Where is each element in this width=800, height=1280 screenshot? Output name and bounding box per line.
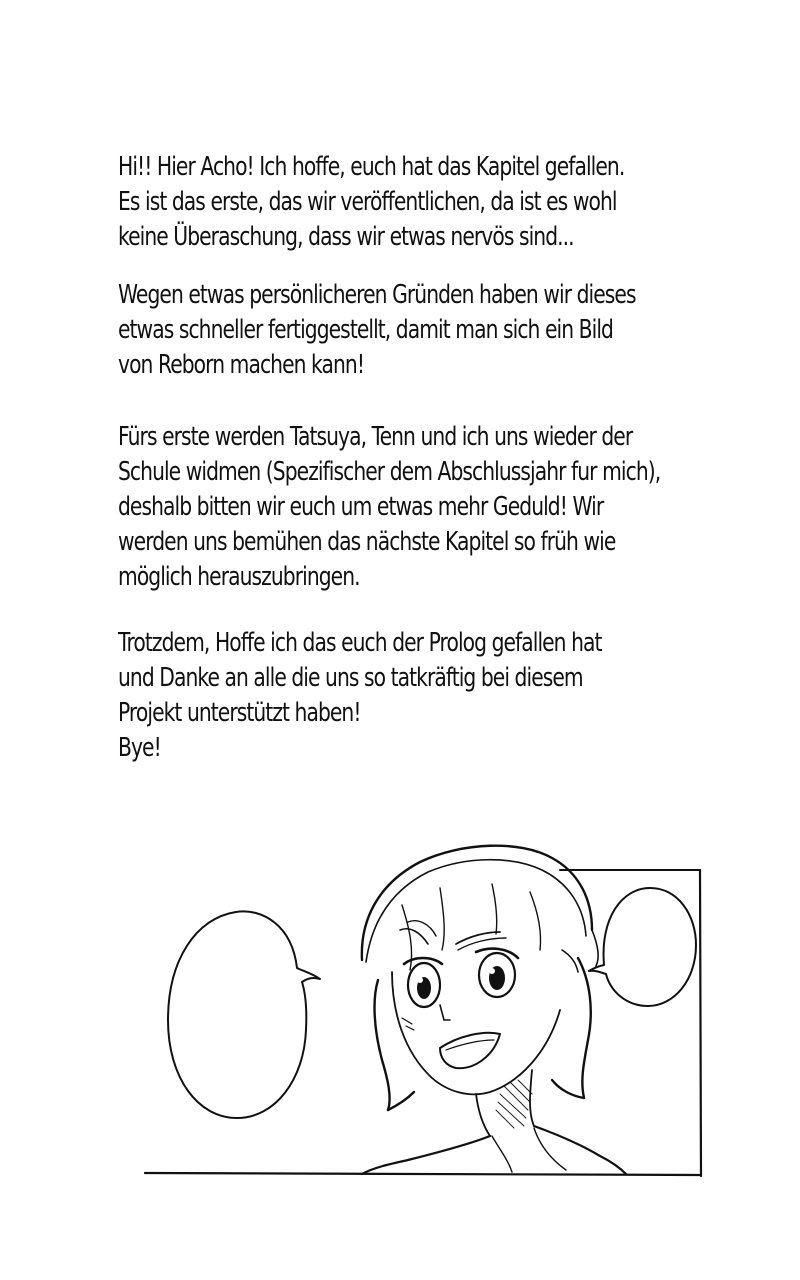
note-line: Bye! bbox=[118, 733, 161, 763]
note-line: Es ist das erste, das wir veröffentlichen, da ist es wohl bbox=[118, 187, 617, 217]
note-line: möglich herauszubringen. bbox=[118, 562, 360, 592]
note-line: Hi!! Hier Acho! Ich hoffe, euch hat das Kapitel gefallen. bbox=[118, 152, 625, 182]
note-line: deshalb bitten wir euch um etwas mehr Geduld! Wir bbox=[118, 492, 604, 522]
speech-bubble-left bbox=[168, 911, 320, 1118]
note-line: von Reborn machen kann! bbox=[118, 350, 365, 380]
note-line: etwas schneller fertiggestellt, damit man sich ein Bild bbox=[118, 315, 613, 345]
note-line: Schule widmen (Spezifischer dem Abschlussjahr fur mich), bbox=[118, 457, 661, 487]
note-paragraph-2 bbox=[118, 278, 758, 383]
note-line: Fürs erste werden Tatsuya, Tenn und ich uns wieder der bbox=[118, 422, 633, 452]
note-line: keine Überaschung, dass wir etwas nervös sind... bbox=[118, 222, 574, 252]
note-paragraph-1 bbox=[118, 150, 758, 255]
note-paragraph-4 bbox=[118, 626, 758, 766]
note-line: Projekt unterstützt haben! bbox=[118, 698, 361, 728]
note-line: werden uns bemühen das nächste Kapitel so früh wie bbox=[118, 527, 616, 557]
speech-bubble-right bbox=[589, 888, 696, 1006]
note-line: Wegen etwas persönlicheren Gründen haben wir dieses bbox=[118, 280, 636, 310]
smiling-mouth-icon bbox=[440, 1033, 500, 1068]
character-body bbox=[362, 1070, 626, 1174]
note-line: Trotzdem, Hoffe ich das euch der Prolog gefallen hat bbox=[118, 628, 602, 658]
panel-frame bbox=[145, 870, 701, 1176]
note-line: und Danke an alle die uns so tatkräftig bei diesem bbox=[118, 663, 583, 693]
note-paragraph-3 bbox=[118, 420, 758, 595]
character-sketch-illustration bbox=[0, 820, 800, 1200]
character-face bbox=[392, 949, 560, 1095]
